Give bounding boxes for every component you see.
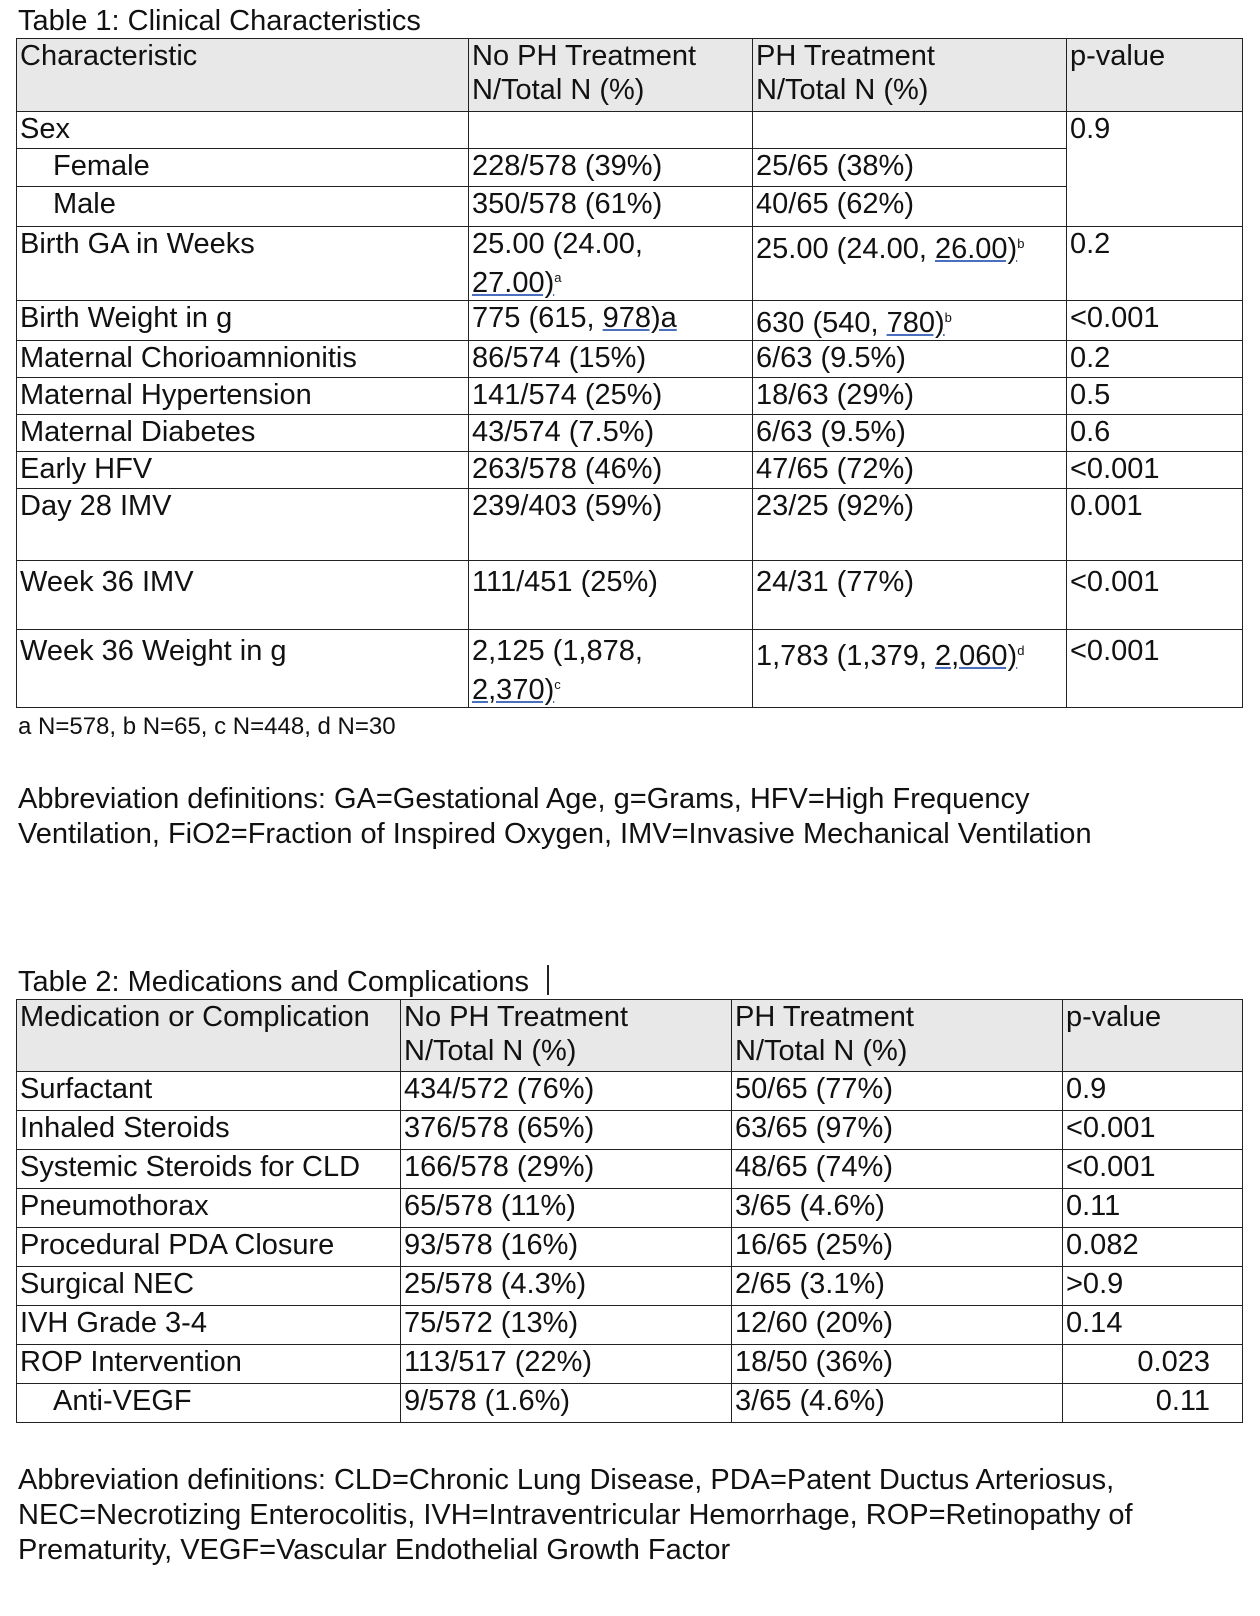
- cell-ph: 3/65 (4.6%): [732, 1384, 1063, 1423]
- table-row: [17, 227, 1243, 301]
- row-label: Systemic Steroids for CLD: [17, 1150, 401, 1189]
- cell-ph: [753, 301, 1067, 341]
- value-part: 780): [886, 307, 945, 339]
- table-row: [17, 489, 1243, 561]
- cell-no-ph: 75/572 (13%): [401, 1306, 732, 1345]
- table-row: [17, 187, 1243, 227]
- value-part: 978)a: [602, 302, 677, 334]
- cell-ph: 63/65 (97%): [732, 1111, 1063, 1150]
- cell-ph: [753, 630, 1067, 708]
- cell-no-ph: [469, 630, 753, 708]
- cell-ph: 12/60 (20%): [732, 1306, 1063, 1345]
- cell-ph: 18/50 (36%): [732, 1345, 1063, 1384]
- table-row: [17, 301, 1243, 341]
- cell-ph: [753, 112, 1067, 149]
- row-label: Inhaled Steroids: [17, 1111, 401, 1150]
- cell-pvalue: 0.082: [1063, 1228, 1243, 1267]
- row-label: Week 36 Weight in g: [17, 630, 469, 708]
- table1-abbreviations-line2: Ventilation, FiO2=Fraction of Inspired Oxygen, IMV=Invasive Mechanical Ventilation: [18, 818, 1092, 850]
- cell-no-ph: 263/578 (46%): [469, 452, 753, 489]
- row-label: Birth Weight in g: [17, 301, 469, 341]
- cell-no-ph: 86/574 (15%): [469, 341, 753, 378]
- table-row: [17, 1072, 1243, 1111]
- cell-pvalue: <0.001: [1063, 1111, 1243, 1150]
- cell-no-ph: 65/578 (11%): [401, 1189, 732, 1228]
- superscript: c: [554, 677, 561, 692]
- cell-ph: 24/31 (77%): [753, 561, 1067, 630]
- header-no-ph-line1: No PH Treatment: [404, 1001, 629, 1033]
- cell-no-ph: 434/572 (76%): [401, 1072, 732, 1111]
- row-label: Maternal Chorioamnionitis: [17, 341, 469, 378]
- row-label: Male: [17, 187, 469, 227]
- document-page: [16, 4, 1244, 1568]
- table2: [16, 999, 1243, 1423]
- superscript: d: [1017, 643, 1025, 658]
- value-part: 630 (540,: [756, 307, 887, 339]
- cell-pvalue: <0.001: [1067, 452, 1243, 489]
- cell-ph: 48/65 (74%): [732, 1150, 1063, 1189]
- table-row: [17, 1345, 1243, 1384]
- cell-pvalue: <0.001: [1063, 1150, 1243, 1189]
- cell-pvalue: 0.5: [1067, 378, 1243, 415]
- cell-no-ph: 376/578 (65%): [401, 1111, 732, 1150]
- header-characteristic: Characteristic: [17, 39, 469, 112]
- header-ph-line1: PH Treatment: [735, 1001, 914, 1033]
- cell-no-ph: 166/578 (29%): [401, 1150, 732, 1189]
- cell-no-ph: 93/578 (16%): [401, 1228, 732, 1267]
- header-no-ph-line2: N/Total N (%): [472, 74, 645, 106]
- text-cursor: [547, 965, 549, 995]
- cell-ph: 6/63 (9.5%): [753, 415, 1067, 452]
- value-part: 2,060): [934, 640, 1018, 672]
- header-item: Medication or Complication: [17, 1000, 401, 1072]
- table1-caption: Table 1: Clinical Characteristics: [18, 5, 421, 37]
- row-label: Anti-VEGF: [17, 1384, 401, 1423]
- cell-pvalue: 0.2: [1067, 227, 1243, 301]
- cell-no-ph: 25/578 (4.3%): [401, 1267, 732, 1306]
- table-row: [17, 1189, 1243, 1228]
- cell-no-ph: 9/578 (1.6%): [401, 1384, 732, 1423]
- cell-no-ph: 111/451 (25%): [469, 561, 753, 630]
- table1: [16, 38, 1243, 708]
- row-label: IVH Grade 3-4: [17, 1306, 401, 1345]
- cell-no-ph: 113/517 (22%): [401, 1345, 732, 1384]
- header-pvalue: p-value: [1067, 39, 1243, 112]
- table-row: [17, 415, 1243, 452]
- table2-caption: [16, 965, 1244, 999]
- table-row: [17, 630, 1243, 708]
- header-pvalue: p-value: [1063, 1000, 1243, 1072]
- table-row: [17, 149, 1243, 187]
- cell-ph: 16/65 (25%): [732, 1228, 1063, 1267]
- table2-abbreviations-line3: Prematurity, VEGF=Vascular Endothelial Growth Factor: [18, 1534, 731, 1566]
- table-row: [17, 1111, 1243, 1150]
- cell-ph: 18/63 (29%): [753, 378, 1067, 415]
- table-row: [17, 561, 1243, 630]
- cell-ph: 40/65 (62%): [753, 187, 1067, 227]
- header-no-ph: [469, 39, 753, 112]
- row-label: Sex: [17, 112, 469, 149]
- header-ph-line2: N/Total N (%): [735, 1035, 908, 1067]
- value-part: 1,783 (1,379,: [756, 640, 935, 672]
- row-label: ROP Intervention: [17, 1345, 401, 1384]
- cell-no-ph: [469, 112, 753, 149]
- cell-ph: 6/63 (9.5%): [753, 341, 1067, 378]
- cell-ph: 25/65 (38%): [753, 149, 1067, 187]
- table-row: [17, 112, 1243, 149]
- cell-ph: 3/65 (4.6%): [732, 1189, 1063, 1228]
- cell-pvalue: 0.9: [1063, 1072, 1243, 1111]
- cell-ph: 2/65 (3.1%): [732, 1267, 1063, 1306]
- row-label: Birth GA in Weeks: [17, 227, 469, 301]
- row-label: Week 36 IMV: [17, 561, 469, 630]
- cell-pvalue: 0.6: [1067, 415, 1243, 452]
- superscript: b: [944, 310, 952, 325]
- cell-no-ph: [469, 227, 753, 301]
- table1-header-row: [17, 39, 1243, 112]
- cell-no-ph: 43/574 (7.5%): [469, 415, 753, 452]
- header-no-ph-line1: No PH Treatment: [472, 40, 697, 72]
- value-part: 775 (615,: [472, 302, 603, 334]
- cell-no-ph: [469, 301, 753, 341]
- header-ph-line1: PH Treatment: [756, 40, 935, 72]
- table-row: [17, 1384, 1243, 1423]
- value-part: 25.00 (24.00,: [756, 233, 935, 265]
- table-row: [17, 1228, 1243, 1267]
- row-label: Day 28 IMV: [17, 489, 469, 561]
- superscript: a: [554, 270, 562, 285]
- cell-ph: 23/25 (92%): [753, 489, 1067, 561]
- cell-ph: 47/65 (72%): [753, 452, 1067, 489]
- table-row: [17, 341, 1243, 378]
- table-row: [17, 452, 1243, 489]
- cell-pvalue: 0.023: [1063, 1345, 1243, 1384]
- header-ph-line2: N/Total N (%): [756, 74, 929, 106]
- table1-abbreviations-line1: Abbreviation definitions: GA=Gestational Age, g=Grams, HFV=High Frequency: [18, 783, 1030, 815]
- table-row: [17, 1306, 1243, 1345]
- table1-footnote: a N=578, b N=65, c N=448, d N=30: [18, 713, 396, 740]
- row-label: Early HFV: [17, 452, 469, 489]
- table-row: [17, 378, 1243, 415]
- value-part: 26.00): [934, 233, 1018, 265]
- cell-pvalue: 0.9: [1067, 112, 1243, 227]
- table-row: [17, 1267, 1243, 1306]
- table2-caption-text: Table 2: Medications and Complications: [18, 966, 529, 998]
- value-part: 2,125 (1,878,: [472, 635, 643, 667]
- table-row: [17, 1150, 1243, 1189]
- row-label: Maternal Diabetes: [17, 415, 469, 452]
- cell-no-ph: 228/578 (39%): [469, 149, 753, 187]
- header-no-ph-line2: N/Total N (%): [404, 1035, 577, 1067]
- cell-pvalue: 0.11: [1063, 1189, 1243, 1228]
- cell-ph: 50/65 (77%): [732, 1072, 1063, 1111]
- cell-pvalue: 0.14: [1063, 1306, 1243, 1345]
- cell-pvalue: 0.11: [1063, 1384, 1243, 1423]
- cell-pvalue: 0.001: [1067, 489, 1243, 561]
- row-label: Maternal Hypertension: [17, 378, 469, 415]
- row-label: Procedural PDA Closure: [17, 1228, 401, 1267]
- header-no-ph: [401, 1000, 732, 1072]
- cell-pvalue: <0.001: [1067, 301, 1243, 341]
- table2-abbreviations-line1: Abbreviation definitions: CLD=Chronic Lung Disease, PDA=Patent Ductus Arteriosus,: [18, 1464, 1115, 1496]
- header-ph: [732, 1000, 1063, 1072]
- value-part: 2,370): [472, 674, 555, 706]
- cell-ph: [753, 227, 1067, 301]
- table2-abbreviations-line2: NEC=Necrotizing Enterocolitis, IVH=Intraventricular Hemorrhage, ROP=Retinopathy of: [18, 1499, 1133, 1531]
- row-label: Female: [17, 149, 469, 187]
- row-label: Surgical NEC: [17, 1267, 401, 1306]
- cell-no-ph: 350/578 (61%): [469, 187, 753, 227]
- cell-pvalue: <0.001: [1067, 630, 1243, 708]
- row-label: Surfactant: [17, 1072, 401, 1111]
- cell-no-ph: 141/574 (25%): [469, 378, 753, 415]
- cell-pvalue: 0.2: [1067, 341, 1243, 378]
- cell-pvalue: <0.001: [1067, 561, 1243, 630]
- value-part: 25.00 (24.00,: [472, 228, 643, 260]
- cell-no-ph: 239/403 (59%): [469, 489, 753, 561]
- value-part: 27.00): [472, 267, 555, 299]
- table2-header-row: [17, 1000, 1243, 1072]
- row-label: Pneumothorax: [17, 1189, 401, 1228]
- superscript: b: [1017, 236, 1025, 251]
- header-ph: [753, 39, 1067, 112]
- cell-pvalue: >0.9: [1063, 1267, 1243, 1306]
